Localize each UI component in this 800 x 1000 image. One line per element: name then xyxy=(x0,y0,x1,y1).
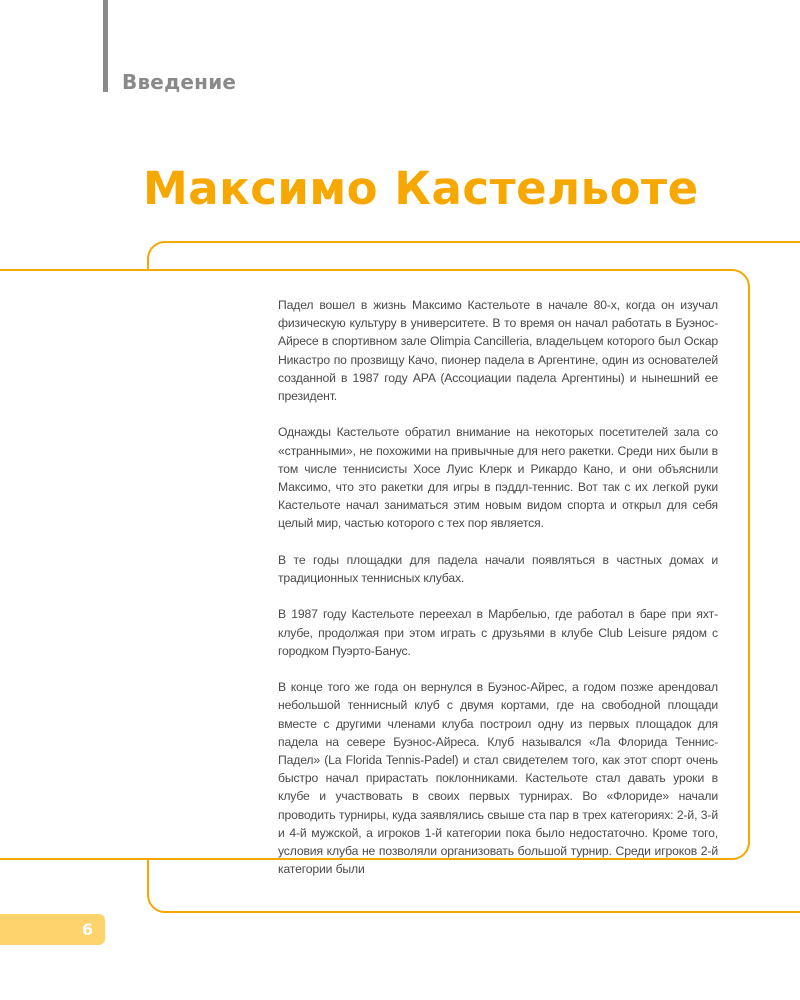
header-accent-bar xyxy=(103,0,108,92)
paragraph: В конце того же года он вернулся в Буэнос-Айрес, а годом позже арендовал небольшой теннисный клуб с двумя кортами, где на свободной площади вместе с другими членами клуба построил одну из первых площадок для падела на севере Буэнос-Айреса. Клуб назывался «Ла Флорида Теннис-Падел» (La Florida Tennis-Padel) и стал свидетелем того, как этот спорт очень быстро начал прирастать поклонниками. Кастельоте стал давать уроки в клубе и участвовать в своих первых турнирах. Во «Флориде» начали проводить турниры, куда заявлялись свыше ста пар в трех категориях: 2-й, 3-й и 4-й мужской, а игроков 1-й категории пока было недостаточно. Кроме того, условия клуба не позволяли организовать большой турнир. Среди игроков 2-й категории были xyxy=(278,680,718,877)
page-number: 6 xyxy=(81,920,93,939)
page-number-tab xyxy=(0,914,105,945)
paragraph: Падел вошел в жизнь Максимо Кастельоте в начале 80-х, когда он изучал физическую культуру в университете. В то время он начал работать в Буэнос-Айресе в спортивном зале Olimpia Cancilleria, владельцем которого был Оскар Никастро по прозвищу Качо, пионер падела в Аргентине, один из основателей созданной в 1987 году APA (Ассоциации падела Аргентины) и нынешний ее президент. xyxy=(278,298,718,404)
paragraph: Однажды Кастельоте обратил внимание на некоторых посетителей зала со «странными», не похожими на привычные для него ракетки. Среди них были в том числе теннисисты Хосе Луис Клерк и Рикардо Кано, и они объяснили Максимо, что это ракетки для игры в пэддл-теннис. Вот так с их легкой руки Кастельоте начал заниматься этим новым видом спорта и открыл для себя целый мир, частью которого с тех пор является. xyxy=(278,425,718,531)
body-text xyxy=(278,296,718,897)
paragraph: В те годы площадки для падела начали появляться в частных домах и традиционных теннисных клубах. xyxy=(278,552,718,586)
section-label: Введение xyxy=(122,70,237,94)
chapter-title: Максимо Кастельоте xyxy=(143,162,699,215)
paragraph: В 1987 году Кастельоте переехал в Марбелью, где работал в баре при яхт-клубе, продолжая при этом играть с друзьями в клубе Club Leisure рядом с городком Пуэрто-Банус. xyxy=(278,607,718,658)
